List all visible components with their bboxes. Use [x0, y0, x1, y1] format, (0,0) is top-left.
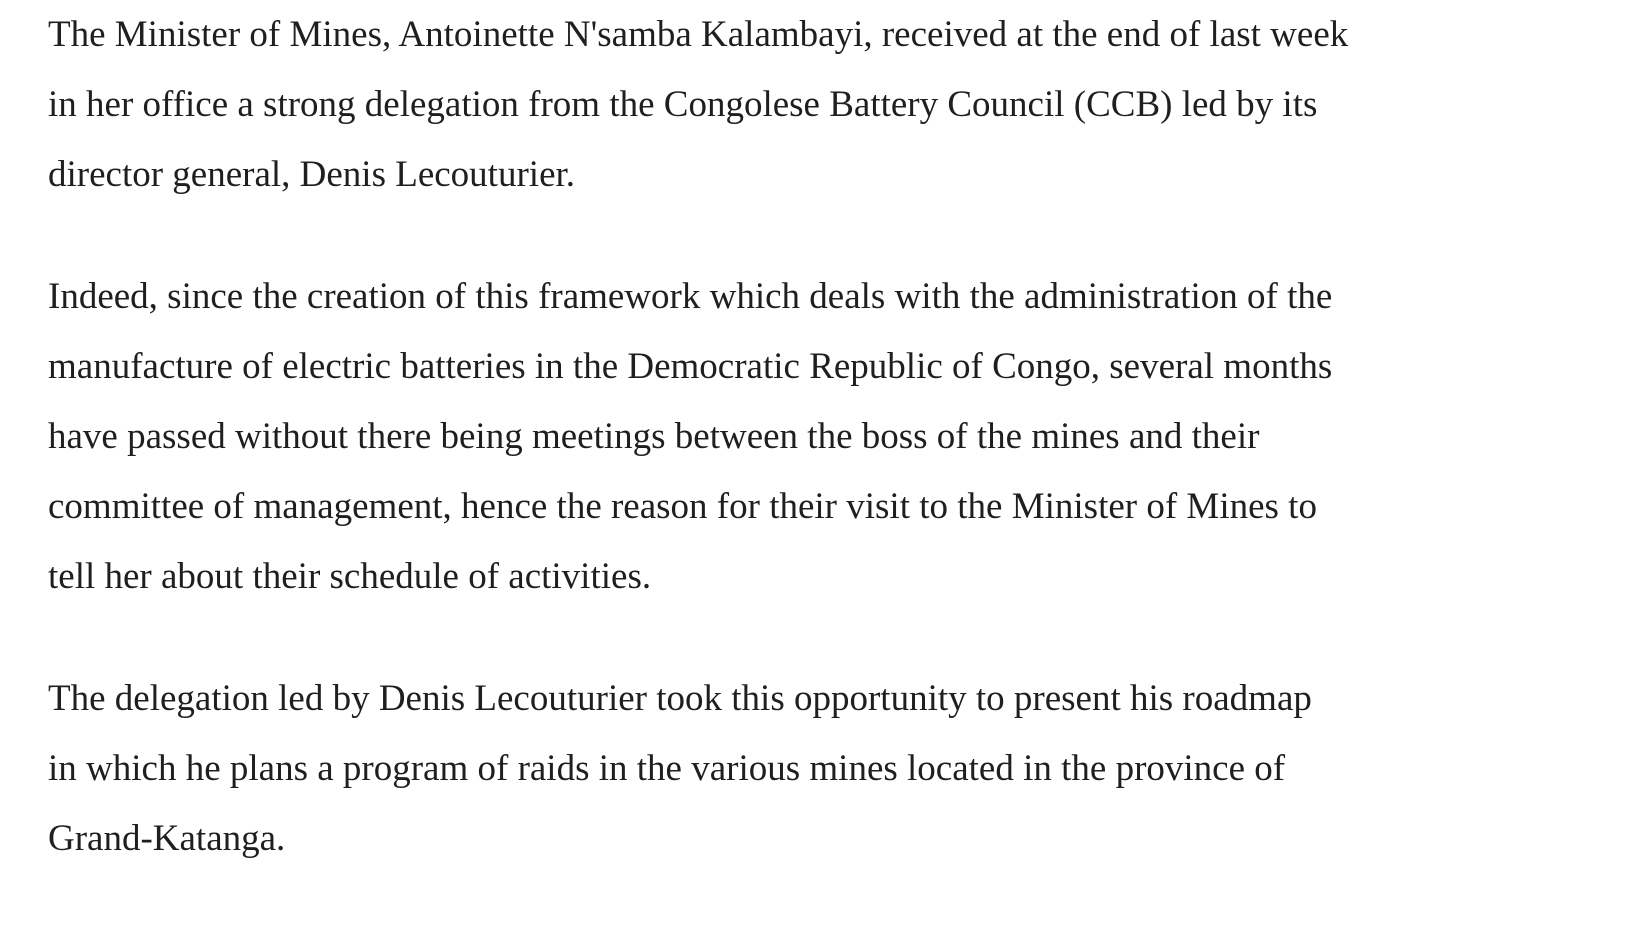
- article-paragraph-3: The delegation led by Denis Lecouturier took this opportunity to present his roadmap in which he plans a program of raids in the various mines located in the province of Grand-Katanga.: [48, 678, 1312, 859]
- article-paragraph-1: The Minister of Mines, Antoinette N'samba Kalambayi, received at the end of last week in her office a strong delegation from the Congolese Battery Council (CCB) led by its director general, Denis Lecouturier.: [48, 14, 1349, 195]
- article-paragraph-2: Indeed, since the creation of this framework which deals with the administration of the manufacture of electric batteries in the Democratic Republic of Congo, several months have passed without there being meetings between the boss of the mines and their committee of management, hence the reason for their visit to the Minister of Mines to tell her about their schedule of activities.: [48, 276, 1333, 597]
- article-body: [48, 0, 1608, 926]
